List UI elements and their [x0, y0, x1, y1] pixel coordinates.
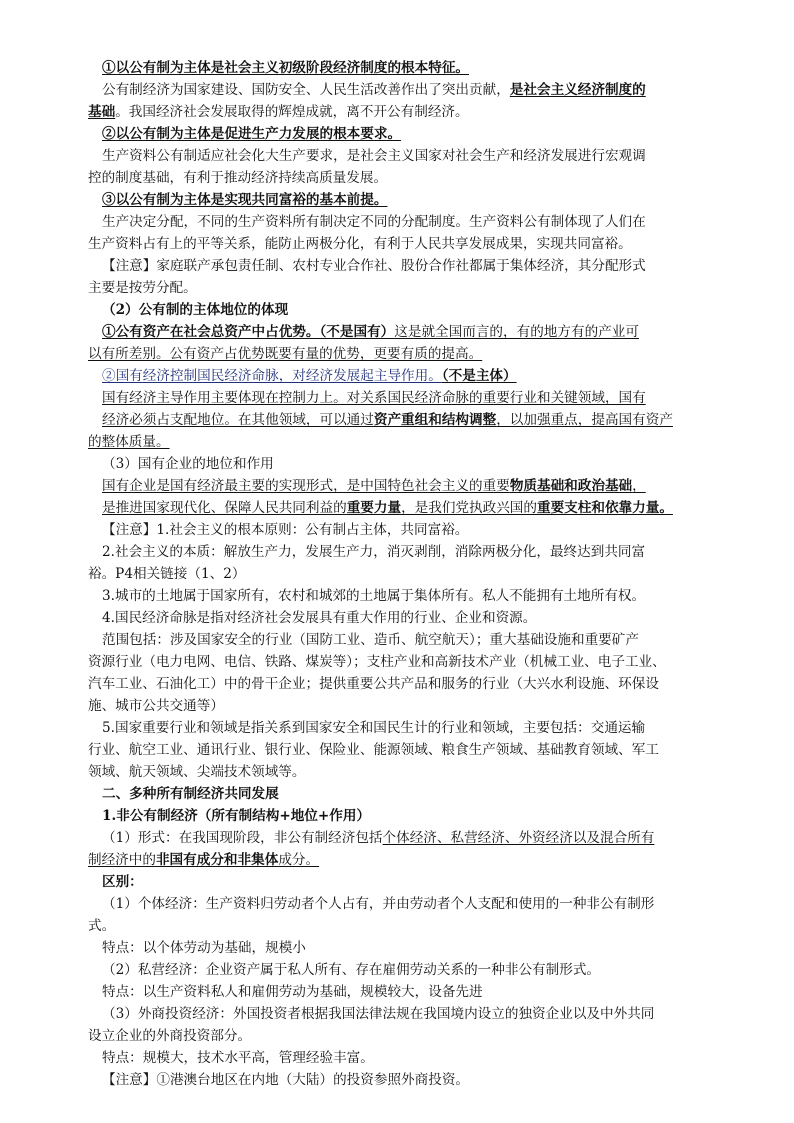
- text-line: [88, 145, 735, 167]
- text-span: 控的制度基础，有利于推动经济持续高质量发展。: [88, 170, 388, 186]
- text-span: （不是主体）: [441, 368, 517, 384]
- text-span: （1）形式：在我国现阶段，非公有制经济包括: [102, 830, 383, 846]
- text-line: [88, 959, 735, 981]
- text-span: 【注意】家庭联产承包责任制、农村专业合作社、股份合作社都属于集体经济，其分配形式: [102, 258, 646, 274]
- text-span: 【注意】1.社会主义的根本原则：公有制占主体，共同富裕。: [102, 522, 469, 538]
- text-span: 的整体质量。: [88, 434, 170, 450]
- text-line: [88, 783, 735, 805]
- text-line: [88, 981, 735, 1003]
- text-line: [88, 1069, 735, 1091]
- text-span: 3.城市的土地属于国家所有，农村和城郊的土地属于集体所有。私人不能拥有土地所有权。: [102, 588, 646, 604]
- text-line: [88, 475, 735, 497]
- text-span: 【注意】①港澳台地区在内地（大陆）的投资参照外商投资。: [102, 1072, 470, 1088]
- text-line: [88, 57, 735, 79]
- text-span: ①公有资产在社会总资产中占优势。（不是国有）: [102, 324, 395, 340]
- text-span: 生产资料公有制适应社会化大生产要求，是社会主义国家对社会生产和经济发展进行宏观调: [102, 148, 646, 164]
- text-line: [88, 563, 735, 585]
- text-line: [88, 453, 735, 475]
- text-span: 是推进国家现代化、保障人民共同利益的: [102, 500, 347, 516]
- text-span: 个体经济、私营经济、外资经济以及混合所有: [382, 830, 655, 846]
- document-body: [88, 57, 735, 1091]
- text-line: [88, 123, 735, 145]
- text-line: [88, 189, 735, 211]
- text-line: [88, 651, 735, 673]
- text-span: 施、城市公共交通等）: [88, 698, 224, 714]
- text-span: 经济必须占支配地位。在其他领域，可以通过: [102, 412, 374, 428]
- text-line: [88, 849, 735, 871]
- text-line: [88, 761, 735, 783]
- text-line: [88, 915, 735, 937]
- text-span: 物质基础和政治基础: [509, 478, 633, 494]
- text-span: 特点：以生产资料私人和雇佣劳动为基础，规模较大，设备先进: [102, 984, 483, 1000]
- text-span: （3）国有企业的地位和作用: [102, 456, 274, 472]
- text-span: 资产重组和结构调整: [373, 412, 497, 428]
- text-span: ②以公有制为主体是促进生产力发展的根本要求。: [102, 126, 402, 142]
- text-span: 2.社会主义的本质：解放生产力，发展生产力，消灭剥削，消除两极分化，最终达到共同富: [102, 544, 646, 560]
- text-line: [88, 387, 735, 409]
- text-line: [88, 827, 735, 849]
- text-line: [88, 409, 735, 431]
- text-span: 领域、航天领域、尖端技术领域等。: [88, 764, 306, 780]
- text-span: 公有制经济为国家建设、国防安全、人民生活改善作出了突出贡献，: [102, 82, 510, 98]
- text-span: 制经济中的: [88, 852, 156, 868]
- text-span: 。我国经济社会发展取得的辉煌成就，离不开公有制经济。: [115, 104, 469, 120]
- text-line: [88, 1047, 735, 1069]
- text-span: 特点：规模大，技术水平高，管理经验丰富。: [102, 1050, 374, 1066]
- text-line: [88, 79, 735, 101]
- text-span: 特点：以个体劳动为基础，规模小: [102, 940, 306, 956]
- text-span: 生产决定分配，不同的生产资料所有制决定不同的分配制度。生产资料公有制体现了人们在: [102, 214, 646, 230]
- text-span: 二、多种所有制经济共同发展: [102, 786, 279, 802]
- text-line: [88, 255, 735, 277]
- text-span: 式。: [88, 918, 116, 934]
- text-line: [88, 541, 735, 563]
- text-span: 5.国家重要行业和领域是指关系到国家安全和国民生计的行业和领域，主要包括：交通运输: [102, 720, 646, 736]
- text-span: 汽车工业、石油化工）中的骨干企业；提供重要公共产品和服务的行业（大兴水利设施、环保设: [88, 676, 659, 692]
- text-line: [88, 167, 735, 189]
- text-line: [88, 519, 735, 541]
- text-span: 国有经济主导作用主要体现在控制力上。对关系国民经济命脉的重要行业和关键领域，国有: [102, 390, 646, 406]
- text-line: [88, 629, 735, 651]
- text-span: 1.非公有制经济（所有制结构+地位+作用）: [102, 808, 371, 824]
- text-span: ，以加强重点，提高国有资产: [496, 412, 673, 428]
- text-span: 裕。P4相关链接（1、2）: [88, 566, 246, 582]
- text-span: 基础: [88, 104, 116, 120]
- text-span: （3）外商投资经济：外国投资者根据我国法律法规在我国境内设立的独资企业以及中外共同: [102, 1006, 655, 1022]
- text-line: [88, 871, 735, 893]
- text-span: ②国有经济控制国民经济命脉，对经济发展起主导作用。: [102, 368, 442, 384]
- text-line: [88, 739, 735, 761]
- text-line: [88, 805, 735, 827]
- text-line: [88, 277, 735, 299]
- text-line: [88, 233, 735, 255]
- text-span: 重要支柱和依靠力量。: [537, 500, 673, 516]
- text-span: 非国有成分和非集体: [155, 852, 279, 868]
- text-line: [88, 717, 735, 739]
- text-line: [88, 431, 735, 453]
- text-span: 成分。: [278, 852, 320, 868]
- text-span: ③以公有制为主体是实现共同富裕的基本前提。: [102, 192, 388, 208]
- text-span: 生产资料占有上的平等关系，能防止两极分化，有利于人民共享发展成果，实现共同富裕。: [88, 236, 632, 252]
- text-line: [88, 673, 735, 695]
- text-span: 这是就全国而言的，有的地方有的产业可: [394, 324, 639, 340]
- text-span: 主要是按劳分配。: [88, 280, 197, 296]
- text-span: 设立企业的外商投资部分。: [88, 1028, 252, 1044]
- text-line: [88, 937, 735, 959]
- text-line: [88, 211, 735, 233]
- text-span: 区别：: [102, 874, 143, 890]
- text-span: 范围包括：涉及国家安全的行业（国防工业、造币、航空航天）；重大基础设施和重要矿产: [102, 632, 639, 648]
- text-line: [88, 101, 735, 123]
- text-line: [88, 607, 735, 629]
- text-span: （1）个体经济：生产资料归劳动者个人占有，并由劳动者个人支配和使用的一种非公有制形: [102, 896, 655, 912]
- text-line: [88, 365, 735, 387]
- text-line: [88, 1003, 735, 1025]
- text-span: （2）私营经济：企业资产属于私人所有、存在雇佣劳动关系的一种非公有制形式。: [102, 962, 601, 978]
- text-span: ，: [632, 478, 646, 494]
- text-line: [88, 321, 735, 343]
- text-line: [88, 1025, 735, 1047]
- text-span: 资源行业（电力电网、电信、铁路、煤炭等）；支柱产业和高新技术产业（机械工业、电子工业、: [88, 654, 666, 670]
- text-span: 是社会主义经济制度的: [509, 82, 646, 98]
- text-span: 国有企业是国有经济最主要的实现形式，是中国特色社会主义的重要: [102, 478, 510, 494]
- text-span: 4.国民经济命脉是指对经济社会发展具有重大作用的行业、企业和资源。: [102, 610, 537, 626]
- text-span: ①以公有制为主体是社会主义初级阶段经济制度的根本特征。: [102, 60, 470, 76]
- text-span: 以有所差别。公有资产占优势既要有量的优势，更要有质的提高。: [88, 346, 483, 362]
- text-line: [88, 299, 735, 321]
- text-line: [88, 893, 735, 915]
- text-line: [88, 695, 735, 717]
- text-span: 重要力量: [346, 500, 402, 516]
- text-span: ，是我们党执政兴国的: [401, 500, 537, 516]
- text-line: [88, 343, 735, 365]
- text-span: 行业、航空工业、通讯行业、银行业、保险业、能源领域、粮食生产领域、基础教育领域、军工: [88, 742, 659, 758]
- text-line: [88, 585, 735, 607]
- text-line: [88, 497, 735, 519]
- text-span: （2）公有制的主体地位的体现: [102, 302, 289, 318]
